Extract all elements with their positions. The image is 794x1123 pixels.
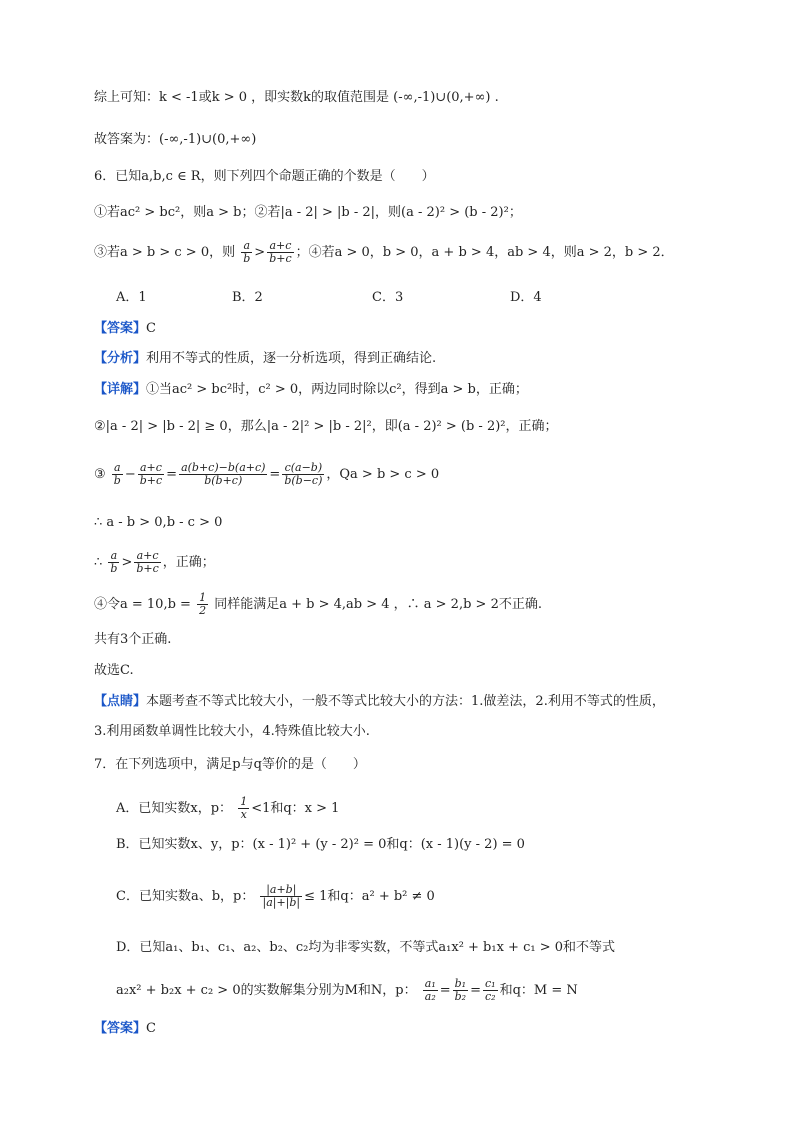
detail-6-line2: ②|a - 2| > |b - 2| ≥ 0，那么|a - 2|² > |b - 2|²，即(a - 2)² > (b - 2)²，正确； bbox=[94, 419, 558, 434]
fraction-a-over-b: $\frac{a}{b}$ bbox=[113, 461, 121, 487]
analysis-6: 【分析】利用不等式的性质，逐一分析选项，得到正确结论. bbox=[94, 351, 437, 366]
detail-6-line7: 共有3个正确. bbox=[94, 632, 172, 647]
fraction-a-over-b: $\frac{a}{b}$ bbox=[243, 239, 251, 265]
summary-line: 综上可知：k < -1或k > 0 ，即实数k的取值范围是 (-∞,-1)∪(0,+∞) . bbox=[94, 90, 499, 105]
fraction-c1-c2: $\frac{\text{c₁}}{\text{c₂}}$ bbox=[485, 977, 496, 1003]
fraction-a1-a2: $\frac{\text{a₁}}{\text{a₂}}$ bbox=[424, 977, 436, 1003]
fraction-result: $\frac{c(a-b)}{b(b-c)}$ bbox=[284, 461, 323, 487]
answer-tag: 【答案】 bbox=[94, 1021, 147, 1036]
detail-6-line1: 【详解】①当ac² > bc²时，c² > 0，两边同时除以c²，得到a > b，正确； bbox=[94, 382, 528, 397]
prop3-prefix: ③若a > b > c > 0，则 bbox=[94, 245, 236, 260]
fraction-ac-over-bc: $\frac{a+c}{b+c}$ bbox=[269, 239, 292, 265]
answer-6: 【答案】C bbox=[94, 321, 156, 336]
comment-6-line2: 3.利用函数单调性比较大小，4.特殊值比较大小. bbox=[94, 724, 370, 739]
comment-6-line1: 【点睛】本题考查不等式比较大小，一般不等式比较大小的方法：1.做差法，2.利用不等式的性质， bbox=[94, 694, 665, 709]
detail-6-line8: 故选C. bbox=[94, 663, 134, 678]
question-7-option-b: B．已知实数x、y，p：(x - 1)² + (y - 2)² = 0和q：(x - 1)(y - 2) = 0 bbox=[116, 837, 525, 852]
answer-tag: 【答案】 bbox=[94, 321, 147, 336]
fraction-b1-b2: $\frac{\text{b₁}}{\text{b₂}}$ bbox=[454, 977, 467, 1003]
fraction-one-over-x: $\frac{1}{x}$ bbox=[240, 795, 248, 821]
question-7-option-c: C．已知实数a、b，p： $\frac{|a+b|}{|a|+|b|}$ ≤ 1和q：a² + b² ≠ 0 bbox=[116, 883, 435, 909]
fraction-half: $\frac{1}{2}$ bbox=[199, 591, 207, 617]
detail-tag: 【详解】 bbox=[94, 382, 147, 397]
fraction-a-over-b: $\frac{a}{b}$ bbox=[110, 549, 118, 575]
detail-6-line6: ④令a = 10,b = $\frac{1}{2}$ 同样能满足a + b > 4,ab > 4 ，∴ a > 2,b > 2不正确. bbox=[94, 591, 542, 617]
detail-6-line3: ③ $\frac{a}{b}$ − $\frac{a+c}{b+c}$ = $\frac{a(b+c)-b(a+c)}{b(b+c)}$ = $\frac{c(a-b)}{b(b-c)}$ ，Qa > b > c > 0 bbox=[94, 461, 440, 487]
fraction-ac-over-bc: $\frac{a+c}{b+c}$ bbox=[139, 461, 163, 487]
question-7-option-d-line1: D．已知a₁、b₁、c₁、a₂、b₂、c₂均为非零实数，不等式a₁x² + b₁x + c₁ > 0和不等式 bbox=[116, 940, 616, 955]
question-7-option-d-line2: a₂x² + b₂x + c₂ > 0的实数解集分别为M和N，p： $\frac{\text{a₁}}{\text{a₂}}$ = $\frac{\text{b₁}}{\text{b₂}}$ = $\frac{\text{c₁}}{\text{c₂}}$ 和q：M = N bbox=[116, 977, 578, 1003]
question-6-title: 6．已知a,b,c ∈ R，则下列四个命题正确的个数是（ ） bbox=[94, 169, 435, 184]
fraction-abs-ratio: $\frac{|a+b|}{|a|+|b|}$ bbox=[262, 883, 301, 909]
answer-7: 【答案】C bbox=[94, 1021, 156, 1036]
detail-6-line5: ∴ $\frac{a}{b}$ > $\frac{a+c}{b+c}$ ，正确； bbox=[94, 549, 215, 575]
option-b: B．2 bbox=[232, 290, 263, 305]
question-7-option-a: A．已知实数x，p： $\frac{1}{x}$ <1和q：x > 1 bbox=[116, 795, 340, 821]
question-6-props-12: ①若ac² > bc²，则a > b；②若|a - 2| > |b - 2|，则(a - 2)² > (b - 2)²； bbox=[94, 205, 522, 220]
option-c: C．3 bbox=[372, 290, 404, 305]
question-6-props-34: ③若a > b > c > 0，则 $\frac{a}{b}$ > $\frac{a+c}{b+c}$ ；④若a > 0，b > 0，a + b > 4，ab > 4，则a > 2，b > 2． bbox=[94, 239, 674, 265]
fraction-difference: $\frac{a(b+c)-b(a+c)}{b(b+c)}$ bbox=[181, 461, 266, 487]
analysis-tag: 【分析】 bbox=[94, 351, 147, 366]
option-d: D．4 bbox=[510, 290, 542, 305]
comment-tag: 【点睛】 bbox=[94, 694, 147, 709]
question-7-title: 7．在下列选项中，满足p与q等价的是（ ） bbox=[94, 757, 366, 772]
option-a: A．1 bbox=[116, 290, 147, 305]
detail-6-line4: ∴ a - b > 0,b - c > 0 bbox=[94, 515, 223, 530]
fraction-ac-over-bc: $\frac{a+c}{b+c}$ bbox=[136, 549, 159, 575]
prop4-text: ；④若a > 0，b > 0，a + b > 4，ab > 4，则a > 2，b > 2． bbox=[295, 245, 674, 260]
answer-line: 故答案为：(-∞,-1)∪(0,+∞) bbox=[94, 132, 257, 147]
